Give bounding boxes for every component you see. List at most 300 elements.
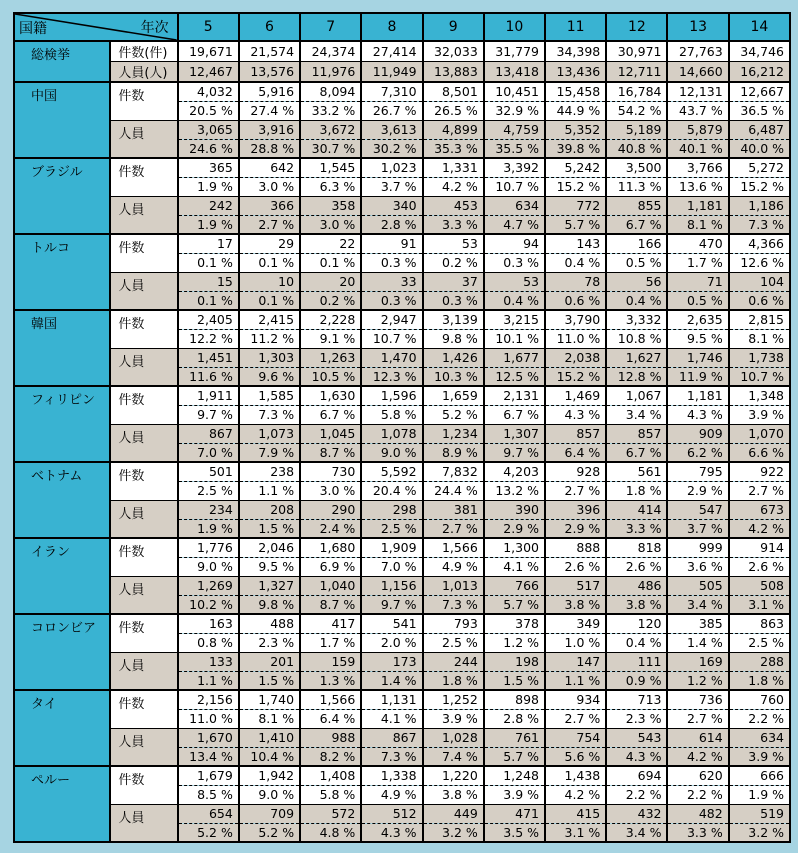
- cases-value: 501: [178, 462, 239, 481]
- cases-percent: 11.3 %: [606, 177, 667, 196]
- cases-percent: 2.5 %: [423, 633, 484, 652]
- persons-value: 519: [729, 804, 790, 823]
- persons-percent: 35.5 %: [484, 139, 545, 158]
- persons-percent: 2.5 %: [361, 519, 422, 538]
- cases-value: 1,679: [178, 766, 239, 785]
- persons-percent: 10.5 %: [300, 367, 361, 386]
- persons-value: 766: [484, 576, 545, 595]
- persons-value: 1,670: [178, 728, 239, 747]
- total-persons-value: 13,436: [545, 62, 606, 83]
- persons-label: 人員: [110, 728, 177, 766]
- persons-value: 1,078: [361, 424, 422, 443]
- persons-value: 56: [606, 272, 667, 291]
- table-row-cases: [14, 82, 790, 101]
- cases-value: 8,094: [300, 82, 361, 101]
- total-cases-value: 30,971: [606, 41, 667, 62]
- cases-percent: 7.3 %: [239, 405, 300, 424]
- cases-percent: 33.2 %: [300, 101, 361, 120]
- total-persons-value: 13,576: [239, 62, 300, 83]
- cases-value: 5,592: [361, 462, 422, 481]
- persons-percent: 9.8 %: [239, 595, 300, 614]
- persons-percent: 7.4 %: [423, 747, 484, 766]
- cases-percent: 4.2 %: [545, 785, 606, 804]
- cases-value: 1,331: [423, 158, 484, 177]
- persons-value: 453: [423, 196, 484, 215]
- cases-value: 1,067: [606, 386, 667, 405]
- persons-value: 855: [606, 196, 667, 215]
- persons-percent: 11.6 %: [178, 367, 239, 386]
- persons-value: 2,038: [545, 348, 606, 367]
- cases-value: 3,392: [484, 158, 545, 177]
- cases-percent: 7.0 %: [361, 557, 422, 576]
- cases-percent: 9.7 %: [178, 405, 239, 424]
- persons-value: 1,040: [300, 576, 361, 595]
- persons-percent: 0.1 %: [178, 291, 239, 310]
- cases-value: 1,181: [667, 386, 728, 405]
- cases-percent: 2.2 %: [667, 785, 728, 804]
- persons-value: 654: [178, 804, 239, 823]
- cases-percent: 1.9 %: [729, 785, 790, 804]
- year-header: 10: [484, 13, 545, 41]
- cases-value: 7,832: [423, 462, 484, 481]
- persons-percent: 6.7 %: [606, 443, 667, 462]
- cases-percent: 2.7 %: [545, 709, 606, 728]
- cases-value: 8,501: [423, 82, 484, 101]
- cases-percent: 2.7 %: [667, 709, 728, 728]
- total-cases-value: 31,779: [484, 41, 545, 62]
- total-cases-value: 34,746: [729, 41, 790, 62]
- persons-percent: 40.1 %: [667, 139, 728, 158]
- cases-percent: 15.2 %: [729, 177, 790, 196]
- cases-value: 94: [484, 234, 545, 253]
- year-header: 9: [423, 13, 484, 41]
- persons-percent: 4.7 %: [484, 215, 545, 234]
- cases-value: 378: [484, 614, 545, 633]
- persons-percent: 4.2 %: [729, 519, 790, 538]
- cases-value: 5,242: [545, 158, 606, 177]
- cases-value: 5,916: [239, 82, 300, 101]
- cases-value: 5,272: [729, 158, 790, 177]
- persons-value: 4,899: [423, 120, 484, 139]
- nationality-label: ブラジル: [14, 158, 110, 234]
- persons-percent: 3.2 %: [423, 823, 484, 842]
- persons-percent: 1.1 %: [545, 671, 606, 690]
- persons-percent: 1.9 %: [178, 519, 239, 538]
- cases-value: 385: [667, 614, 728, 633]
- cases-percent: 11.0 %: [178, 709, 239, 728]
- persons-percent: 10.4 %: [239, 747, 300, 766]
- persons-value: 415: [545, 804, 606, 823]
- persons-percent: 3.4 %: [667, 595, 728, 614]
- persons-percent: 0.1 %: [239, 291, 300, 310]
- persons-percent: 0.6 %: [729, 291, 790, 310]
- cases-value: 1,942: [239, 766, 300, 785]
- persons-percent: 0.3 %: [361, 291, 422, 310]
- cases-percent: 9.5 %: [667, 329, 728, 348]
- total-cases-value: 27,414: [361, 41, 422, 62]
- cases-value: 3,790: [545, 310, 606, 329]
- cases-value: 2,405: [178, 310, 239, 329]
- persons-label: 人員: [110, 120, 177, 158]
- cases-value: 666: [729, 766, 790, 785]
- persons-percent: 3.3 %: [423, 215, 484, 234]
- persons-value: 572: [300, 804, 361, 823]
- statistics-table: [13, 12, 791, 843]
- cases-value: 166: [606, 234, 667, 253]
- total-persons-value: 11,949: [361, 62, 422, 83]
- persons-value: 1,627: [606, 348, 667, 367]
- cases-percent: 11.0 %: [545, 329, 606, 348]
- nationality-label: トルコ: [14, 234, 110, 310]
- cases-percent: 3.0 %: [239, 177, 300, 196]
- persons-percent: 0.4 %: [484, 291, 545, 310]
- persons-value: 1,470: [361, 348, 422, 367]
- table-row-persons: [14, 348, 790, 367]
- persons-percent: 1.9 %: [178, 215, 239, 234]
- nationality-label: ペルー: [14, 766, 110, 842]
- persons-value: 1,263: [300, 348, 361, 367]
- cases-percent: 3.9 %: [423, 709, 484, 728]
- persons-value: 486: [606, 576, 667, 595]
- persons-value: 1,070: [729, 424, 790, 443]
- cases-percent: 10.7 %: [484, 177, 545, 196]
- cases-value: 1,659: [423, 386, 484, 405]
- cases-value: 1,252: [423, 690, 484, 709]
- cases-value: 1,680: [300, 538, 361, 557]
- persons-value: 867: [178, 424, 239, 443]
- table-row-cases: [14, 690, 790, 709]
- cases-value: 365: [178, 158, 239, 177]
- persons-value: 772: [545, 196, 606, 215]
- persons-percent: 28.8 %: [239, 139, 300, 158]
- persons-percent: 1.5 %: [484, 671, 545, 690]
- table-row-persons: [14, 652, 790, 671]
- nationality-label: コロンビア: [14, 614, 110, 690]
- persons-percent: 2.7 %: [239, 215, 300, 234]
- table-row-cases: [14, 310, 790, 329]
- persons-value: 5,189: [606, 120, 667, 139]
- cases-value: 795: [667, 462, 728, 481]
- cases-value: 238: [239, 462, 300, 481]
- cases-value: 470: [667, 234, 728, 253]
- table-row-total-persons: [14, 62, 790, 83]
- persons-value: 547: [667, 500, 728, 519]
- cases-value: 488: [239, 614, 300, 633]
- cases-percent: 3.4 %: [606, 405, 667, 424]
- cases-percent: 1.9 %: [178, 177, 239, 196]
- cases-value: 713: [606, 690, 667, 709]
- persons-percent: 0.2 %: [300, 291, 361, 310]
- persons-value: 111: [606, 652, 667, 671]
- persons-value: 15: [178, 272, 239, 291]
- cases-percent: 1.7 %: [300, 633, 361, 652]
- persons-label: 人員: [110, 348, 177, 386]
- total-persons-value: 16,212: [729, 62, 790, 83]
- persons-value: 1,426: [423, 348, 484, 367]
- year-header: 5: [178, 13, 239, 41]
- persons-percent: 30.7 %: [300, 139, 361, 158]
- persons-value: 10: [239, 272, 300, 291]
- persons-value: 3,672: [300, 120, 361, 139]
- persons-percent: 3.4 %: [606, 823, 667, 842]
- persons-value: 1,451: [178, 348, 239, 367]
- cases-percent: 2.6 %: [545, 557, 606, 576]
- persons-percent: 7.3 %: [361, 747, 422, 766]
- cases-percent: 0.2 %: [423, 253, 484, 272]
- persons-value: 4,759: [484, 120, 545, 139]
- cases-percent: 3.9 %: [484, 785, 545, 804]
- persons-value: 449: [423, 804, 484, 823]
- persons-value: 159: [300, 652, 361, 671]
- persons-percent: 30.2 %: [361, 139, 422, 158]
- persons-percent: 2.9 %: [484, 519, 545, 538]
- cases-value: 3,332: [606, 310, 667, 329]
- cases-percent: 9.5 %: [239, 557, 300, 576]
- table-row-persons: [14, 804, 790, 823]
- cases-value: 4,366: [729, 234, 790, 253]
- persons-value: 1,234: [423, 424, 484, 443]
- persons-percent: 10.3 %: [423, 367, 484, 386]
- persons-value: 169: [667, 652, 728, 671]
- cases-percent: 0.3 %: [484, 253, 545, 272]
- persons-value: 1,307: [484, 424, 545, 443]
- persons-percent: 12.8 %: [606, 367, 667, 386]
- cases-percent: 26.7 %: [361, 101, 422, 120]
- nationality-axis-label: 国籍: [19, 21, 47, 37]
- persons-percent: 3.3 %: [606, 519, 667, 538]
- cases-value: 3,139: [423, 310, 484, 329]
- cases-value: 818: [606, 538, 667, 557]
- cases-percent: 11.2 %: [239, 329, 300, 348]
- persons-value: 471: [484, 804, 545, 823]
- cases-percent: 44.9 %: [545, 101, 606, 120]
- persons-percent: 1.8 %: [729, 671, 790, 690]
- year-header: 7: [300, 13, 361, 41]
- persons-value: 1,013: [423, 576, 484, 595]
- cases-value: 934: [545, 690, 606, 709]
- cases-value: 143: [545, 234, 606, 253]
- table-row-persons: [14, 728, 790, 747]
- persons-value: 508: [729, 576, 790, 595]
- table-row-persons: [14, 500, 790, 519]
- persons-percent: 0.6 %: [545, 291, 606, 310]
- persons-percent: 3.9 %: [729, 747, 790, 766]
- cases-value: 22: [300, 234, 361, 253]
- cases-value: 1,348: [729, 386, 790, 405]
- persons-percent: 7.9 %: [239, 443, 300, 462]
- cases-value: 1,911: [178, 386, 239, 405]
- persons-value: 396: [545, 500, 606, 519]
- persons-value: 201: [239, 652, 300, 671]
- persons-value: 381: [423, 500, 484, 519]
- persons-label: 人員: [110, 424, 177, 462]
- cases-percent: 20.4 %: [361, 481, 422, 500]
- cases-value: 12,667: [729, 82, 790, 101]
- cases-percent: 13.6 %: [667, 177, 728, 196]
- total-cases-value: 32,033: [423, 41, 484, 62]
- cases-percent: 6.3 %: [300, 177, 361, 196]
- persons-value: 414: [606, 500, 667, 519]
- cases-label: 件数: [110, 462, 177, 500]
- cases-value: 1,338: [361, 766, 422, 785]
- cases-percent: 2.3 %: [239, 633, 300, 652]
- cases-value: 888: [545, 538, 606, 557]
- persons-percent: 1.1 %: [178, 671, 239, 690]
- persons-percent: 3.1 %: [729, 595, 790, 614]
- persons-percent: 8.7 %: [300, 595, 361, 614]
- table-row-cases: [14, 538, 790, 557]
- persons-value: 3,916: [239, 120, 300, 139]
- persons-value: 1,746: [667, 348, 728, 367]
- persons-percent: 10.2 %: [178, 595, 239, 614]
- cases-percent: 4.9 %: [423, 557, 484, 576]
- cases-value: 3,215: [484, 310, 545, 329]
- nationality-label: イラン: [14, 538, 110, 614]
- persons-percent: 5.7 %: [484, 595, 545, 614]
- persons-percent: 2.9 %: [545, 519, 606, 538]
- persons-value: 298: [361, 500, 422, 519]
- cases-value: 642: [239, 158, 300, 177]
- persons-percent: 8.9 %: [423, 443, 484, 462]
- cases-label: 件数: [110, 82, 177, 120]
- persons-percent: 2.4 %: [300, 519, 361, 538]
- cases-value: 914: [729, 538, 790, 557]
- cases-percent: 9.0 %: [178, 557, 239, 576]
- cases-percent: 0.1 %: [300, 253, 361, 272]
- nationality-label: ベトナム: [14, 462, 110, 538]
- cases-value: 730: [300, 462, 361, 481]
- cases-percent: 10.7 %: [361, 329, 422, 348]
- persons-percent: 8.1 %: [667, 215, 728, 234]
- persons-value: 244: [423, 652, 484, 671]
- persons-percent: 1.2 %: [667, 671, 728, 690]
- persons-value: 37: [423, 272, 484, 291]
- persons-percent: 1.4 %: [361, 671, 422, 690]
- persons-value: 1,738: [729, 348, 790, 367]
- persons-value: 1,269: [178, 576, 239, 595]
- cases-value: 561: [606, 462, 667, 481]
- total-persons-label: 人員(人): [110, 62, 177, 83]
- persons-percent: 13.4 %: [178, 747, 239, 766]
- cases-percent: 9.0 %: [239, 785, 300, 804]
- cases-value: 1,300: [484, 538, 545, 557]
- persons-value: 754: [545, 728, 606, 747]
- cases-value: 1,438: [545, 766, 606, 785]
- persons-percent: 39.8 %: [545, 139, 606, 158]
- cases-percent: 9.8 %: [423, 329, 484, 348]
- persons-label: 人員: [110, 196, 177, 234]
- cases-percent: 1.1 %: [239, 481, 300, 500]
- persons-label: 人員: [110, 576, 177, 614]
- cases-percent: 6.7 %: [484, 405, 545, 424]
- cases-value: 922: [729, 462, 790, 481]
- table-row-persons: [14, 424, 790, 443]
- cases-value: 1,630: [300, 386, 361, 405]
- persons-percent: 3.8 %: [606, 595, 667, 614]
- persons-value: 290: [300, 500, 361, 519]
- cases-value: 120: [606, 614, 667, 633]
- persons-percent: 9.7 %: [361, 595, 422, 614]
- persons-value: 1,327: [239, 576, 300, 595]
- cases-label: 件数: [110, 690, 177, 728]
- cases-percent: 54.2 %: [606, 101, 667, 120]
- cases-value: 1,776: [178, 538, 239, 557]
- cases-value: 3,500: [606, 158, 667, 177]
- cases-label: 件数: [110, 386, 177, 424]
- persons-value: 634: [484, 196, 545, 215]
- cases-percent: 0.5 %: [606, 253, 667, 272]
- cases-percent: 2.5 %: [729, 633, 790, 652]
- cases-value: 2,156: [178, 690, 239, 709]
- cases-percent: 3.8 %: [423, 785, 484, 804]
- cases-value: 7,310: [361, 82, 422, 101]
- persons-percent: 0.5 %: [667, 291, 728, 310]
- persons-percent: 15.2 %: [545, 367, 606, 386]
- total-persons-value: 13,883: [423, 62, 484, 83]
- persons-percent: 12.3 %: [361, 367, 422, 386]
- cases-value: 1,248: [484, 766, 545, 785]
- persons-percent: 0.9 %: [606, 671, 667, 690]
- cases-percent: 4.1 %: [484, 557, 545, 576]
- cases-value: 12,131: [667, 82, 728, 101]
- year-header: 8: [361, 13, 422, 41]
- persons-value: 71: [667, 272, 728, 291]
- cases-value: 1,408: [300, 766, 361, 785]
- year-header: 12: [606, 13, 667, 41]
- persons-percent: 3.0 %: [300, 215, 361, 234]
- cases-percent: 1.4 %: [667, 633, 728, 652]
- cases-percent: 1.2 %: [484, 633, 545, 652]
- persons-value: 5,352: [545, 120, 606, 139]
- cases-value: 3,766: [667, 158, 728, 177]
- cases-value: 1,469: [545, 386, 606, 405]
- persons-value: 1,156: [361, 576, 422, 595]
- cases-percent: 3.6 %: [667, 557, 728, 576]
- cases-percent: 6.4 %: [300, 709, 361, 728]
- total-cases-value: 24,374: [300, 41, 361, 62]
- persons-value: 173: [361, 652, 422, 671]
- cases-value: 53: [423, 234, 484, 253]
- cases-percent: 2.7 %: [729, 481, 790, 500]
- cases-percent: 12.2 %: [178, 329, 239, 348]
- cases-percent: 10.1 %: [484, 329, 545, 348]
- table-row-persons: [14, 272, 790, 291]
- persons-value: 340: [361, 196, 422, 215]
- nationality-label: タイ: [14, 690, 110, 766]
- persons-value: 5,879: [667, 120, 728, 139]
- cases-percent: 8.5 %: [178, 785, 239, 804]
- cases-value: 29: [239, 234, 300, 253]
- persons-percent: 2.7 %: [423, 519, 484, 538]
- persons-percent: 12.5 %: [484, 367, 545, 386]
- persons-percent: 10.7 %: [729, 367, 790, 386]
- cases-value: 10,451: [484, 82, 545, 101]
- cases-percent: 6.7 %: [300, 405, 361, 424]
- table-row-cases: [14, 462, 790, 481]
- cases-value: 349: [545, 614, 606, 633]
- persons-percent: 4.3 %: [606, 747, 667, 766]
- cases-value: 863: [729, 614, 790, 633]
- cases-percent: 9.1 %: [300, 329, 361, 348]
- persons-label: 人員: [110, 500, 177, 538]
- persons-percent: 1.8 %: [423, 671, 484, 690]
- persons-value: 857: [545, 424, 606, 443]
- persons-percent: 40.0 %: [729, 139, 790, 158]
- nationality-label-total: 総検挙: [14, 41, 110, 82]
- persons-value: 673: [729, 500, 790, 519]
- table-row-cases: [14, 234, 790, 253]
- cases-percent: 8.1 %: [729, 329, 790, 348]
